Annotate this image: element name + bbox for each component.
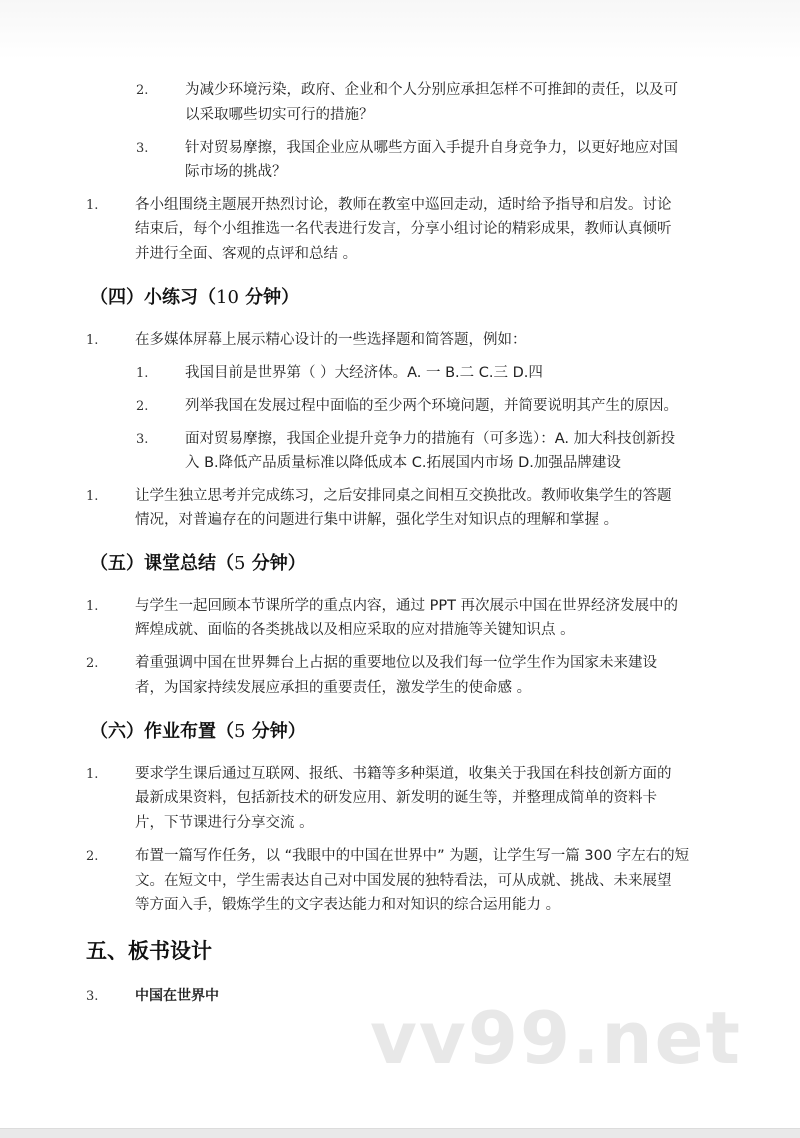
list-number: 1.: [86, 489, 99, 504]
list-item-line: 入 B.降低产品质量标准以降低成本 C.拓展国内市场 D.加强品牌建设: [185, 455, 621, 471]
list-item-line: 为减少环境污染，政府、企业和个人分别应承担怎样不可推卸的责任，以及可: [185, 82, 678, 98]
list-item-line: 情况，对普遍存在的问题进行集中讲解，强化学生对知识点的理解和掌握 。: [135, 512, 619, 528]
list-item-line: 在多媒体屏幕上展示精心设计的一些选择题和简答题，例如：: [135, 332, 527, 348]
list-item-line: 与学生一起回顾本节课所学的重点内容，通过 PPT 再次展示中国在世界经济发展中的: [135, 598, 679, 614]
top-band: [0, 0, 800, 60]
list-item-line: 文。在短文中，学生需表达自己对中国发展的独特看法，可从成就、挑战、未来展望: [135, 873, 672, 889]
list-item-line: 让学生独立思考并完成练习，之后安排同桌之间相互交换批改。教师收集学生的答题: [135, 488, 672, 504]
list-number: 3.: [86, 989, 99, 1004]
list-number: 1.: [86, 767, 99, 782]
list-number: 1.: [86, 599, 99, 614]
list-number: 1.: [86, 333, 99, 348]
list-number: 1.: [136, 366, 149, 381]
list-item-line: 者，为国家持续发展应承担的重要责任，激发学生的使命感 。: [135, 680, 532, 696]
list-item-line: 片，下节课进行分享交流 。: [135, 815, 314, 831]
section-heading-homework: （六）作业布置（5 分钟）: [90, 721, 306, 742]
list-item-line: 列举我国在发展过程中面临的至少两个环境问题，并简要说明其产生的原因。: [185, 398, 678, 414]
list-item-line: 我国目前是世界第（ ）大经济体。A. 一 B.二 C.三 D.四: [185, 365, 543, 381]
list-number: 3.: [136, 141, 149, 156]
list-number: 3.: [136, 432, 149, 447]
section-heading-summary: （五）课堂总结（5 分钟）: [90, 553, 306, 574]
list-item-line: 面对贸易摩擦，我国企业提升竞争力的措施有（可多选）：A. 加大科技创新投: [185, 431, 676, 447]
list-item-line: 以采取哪些切实可行的措施？: [185, 107, 374, 123]
list-item-line: 着重强调中国在世界舞台上占据的重要地位以及我们每一位学生作为国家未来建设: [135, 655, 657, 671]
list-item-line: 各小组围绕主题展开热烈讨论，教师在教室中巡回走动，适时给予指导和启发。讨论: [135, 197, 672, 213]
list-item-line: 际市场的挑战？: [185, 164, 287, 180]
section-heading-practice: （四）小练习（10 分钟）: [90, 287, 300, 308]
list-number: 1.: [86, 198, 99, 213]
list-item-line: 辉煌成就、面临的各类挑战以及相应采取的应对措施等关键知识点 。: [135, 622, 575, 638]
list-item-line: 要求学生课后通过互联网、报纸、书籍等多种渠道，收集关于我国在科技创新方面的: [135, 766, 672, 782]
watermark: vv99.net: [370, 996, 742, 1080]
board-design-heading: 五、板书设计: [86, 939, 212, 963]
list-item-line: 最新成果资料，包括新技术的研发应用、新发明的诞生等，并整理成简单的资料卡: [135, 790, 657, 806]
list-number: 2.: [86, 849, 99, 864]
list-number: 2.: [86, 656, 99, 671]
list-number: 2.: [136, 83, 149, 98]
list-item-line: 并进行全面、客观的点评和总结 。: [135, 246, 358, 262]
list-item-line: 结束后，每个小组推选一名代表进行发言，分享小组讨论的精彩成果，教师认真倾听: [135, 221, 672, 237]
list-item-line: 针对贸易摩擦，我国企业应从哪些方面入手提升自身竞争力，以更好地应对国: [185, 140, 678, 156]
list-item-line: 布置一篇写作任务，以 “我眼中的中国在世界中” 为题，让学生写一篇 300 字左右的短: [135, 848, 690, 864]
board-design-item: 中国在世界中: [135, 988, 219, 1004]
list-number: 2.: [136, 399, 149, 414]
list-item-line: 等方面入手，锻炼学生的文字表达能力和对知识的综合运用能力 。: [135, 897, 561, 913]
